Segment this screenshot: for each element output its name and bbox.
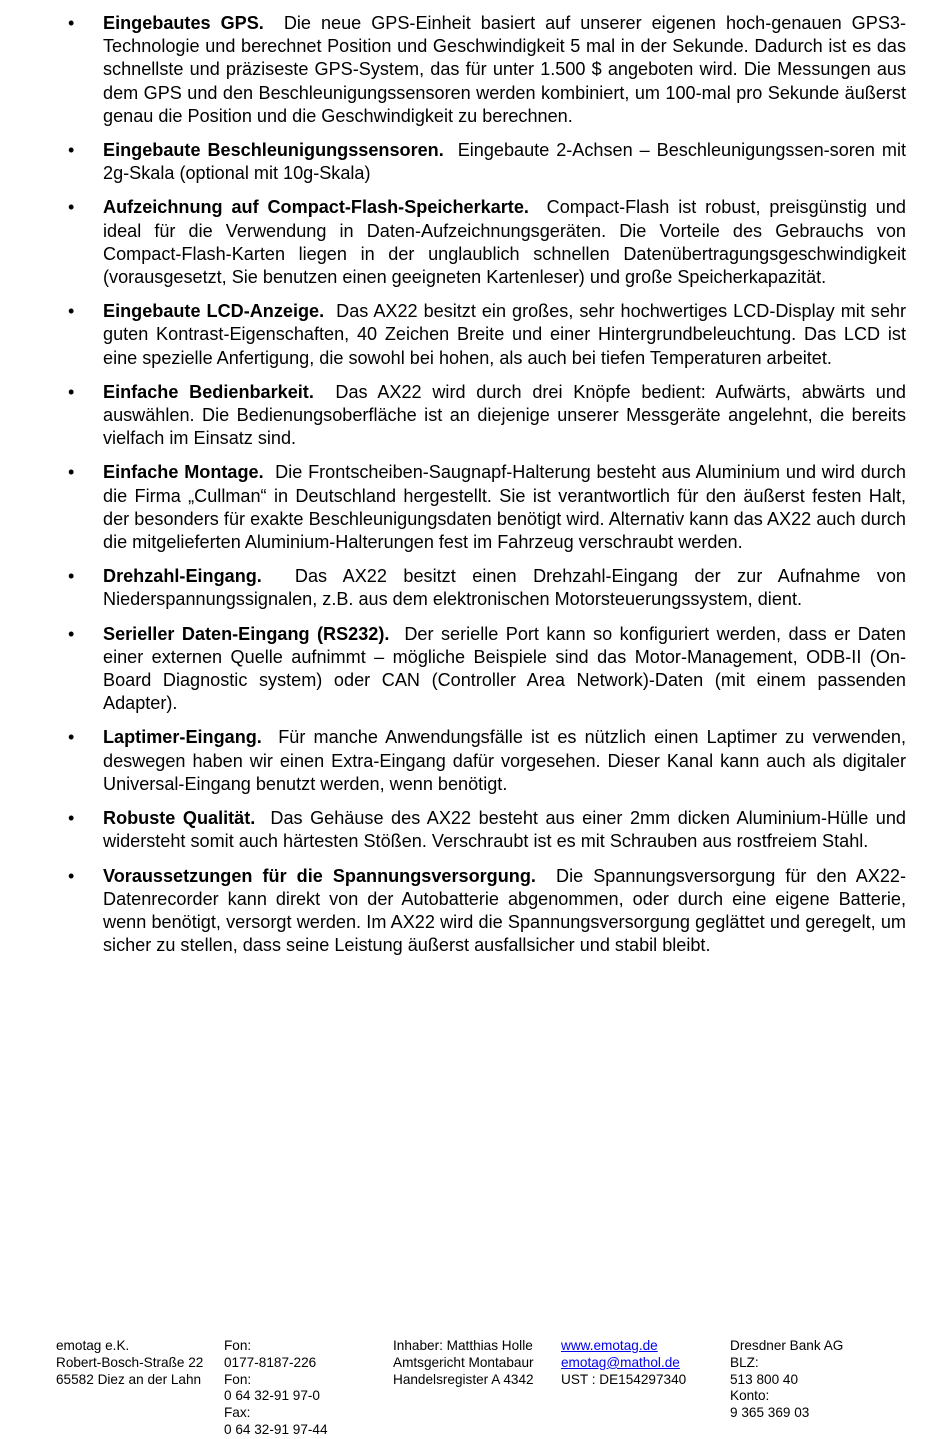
court: Amtsgericht Montabaur <box>393 1354 534 1370</box>
feature-body: Compact-Flash ist robust, preisgünstig und ideal für die Verwendung in Daten-Aufzeichnungsgeräten. Die Vorteile des Gebrauchs von Compact-Flash-Karten liegen in der unglaublich schnellen Datenübertragungsgeschwindigkeit (vorausgesetzt, Sie benutzen einen geeigneten Kartenleser) und große Speicherkapazität. <box>103 197 906 288</box>
bank-account: Konto: 9 365 369 03 <box>730 1388 810 1421</box>
owner: Inhaber: Matthias Holle <box>393 1338 533 1353</box>
feature-title: Einfache Montage. <box>103 462 264 483</box>
footer-legal <box>393 1338 561 1439</box>
feature-item-mounting <box>68 461 906 554</box>
feature-item-gps <box>68 12 906 128</box>
feature-title: Laptimer-Eingang. <box>103 727 262 748</box>
feature-body: Für manche Anwendungsfälle ist es nützlich einen Laptimer zu verwenden, deswegen haben wir einen Extra-Eingang dafür vorgesehen. Dieser Kanal kann auch als digitaler Universal-Eingang benutzt werden, wenn benötigt. <box>103 727 906 794</box>
bullet-icon: • <box>68 462 75 483</box>
footer-phone <box>224 1338 393 1439</box>
register: Handelsregister A 4342 <box>393 1371 534 1387</box>
feature-title: Serieller Daten-Eingang (RS232). <box>103 623 390 644</box>
feature-title: Eingebaute LCD-Anzeige. <box>103 301 325 322</box>
feature-item-compact-flash <box>68 196 906 289</box>
feature-body: Das Gehäuse des AX22 besteht aus einer 2mm dicken Aluminium-Hülle und widersteht somit auch härtesten Stößen. Verschraubt ist es mit Schrauben aus rostfreiem Stahl. <box>103 808 906 852</box>
website-link[interactable]: www.emotag.de <box>561 1338 658 1353</box>
fax-line: Fax: 0 64 32-91 97-44 <box>224 1405 328 1437</box>
feature-title: Robuste Qualität. <box>103 808 256 829</box>
feature-list <box>68 12 906 968</box>
feature-title: Eingebaute Beschleunigungssensoren. <box>103 140 444 161</box>
bullet-icon: • <box>68 301 75 322</box>
bullet-icon: • <box>68 727 75 748</box>
footer-company <box>56 1338 224 1439</box>
feature-title: Einfache Bedienbarkeit. <box>103 381 314 402</box>
bullet-icon: • <box>68 808 75 829</box>
feature-body: Der serielle Port kann so konfiguriert werden, dass er Daten einer externen Quelle aufnimmt – mögliche Beispiele sind das Motor-Management, ODB-II (On-Board Diagnostic system) oder CAN (Controller Area Network)-Daten (mit einem passenden Adapter). <box>103 623 907 714</box>
bullet-icon: • <box>68 197 75 218</box>
feature-title: Drehzahl-Eingang. <box>103 566 262 587</box>
email-link[interactable]: emotag@mathol.de <box>561 1354 680 1370</box>
feature-body: Die Spannungsversorgung für den AX22-Datenrecorder kann direkt von der Autobatterie abgenommen, oder durch eine eigene Batterie, wenn benötigt, versorgt werden. Im AX22 wird die Spannungsversorgung geglättet und geregelt, um sicher zu stellen, dass seine Leistung äußerst ausfallsicher und stabil bleibt. <box>103 865 906 956</box>
bullet-icon: • <box>68 140 75 161</box>
feature-body: Eingebaute 2-Achsen – Beschleunigungssen-soren mit 2g-Skala (optional mit 10g-Skala) <box>103 140 907 184</box>
phone-line: Fon: 0177-8187-226 <box>224 1338 317 1370</box>
bullet-icon: • <box>68 381 75 402</box>
phone-line: Fon: 0 64 32-91 97-0 <box>224 1371 320 1404</box>
feature-body: Das AX22 besitzt einen Drehzahl-Eingang der zur Aufnahme von Niederspannungssignalen, z.B. aus dem elektronischen Motorsteuerungssystem, dient. <box>103 566 906 610</box>
page-footer <box>56 1338 916 1439</box>
company-street: Robert-Bosch-Straße 22 <box>56 1354 204 1370</box>
vat-id: UST : DE154297340 <box>561 1371 687 1387</box>
feature-title: Voraussetzungen für die Spannungsversorgung. <box>103 865 536 886</box>
feature-item-usability <box>68 381 906 451</box>
feature-body: Die neue GPS-Einheit basiert auf unserer eigenen hoch-genauen GPS3-Technologie und berechnet Position und Geschwindigkeit 5 mal in der Sekunde. Dadurch ist es das schnellste und präziseste GPS-System, das für unter 1.500 $ angeboten wird. Die Messungen aus dem GPS und den Beschleunigungssensoren werden kombiniert, um 100-mal pro Sekunde äußerst genau die Position und die Geschwindigkeit zu berechnen. <box>103 13 906 126</box>
company-city: 65582 Diez an der Lahn <box>56 1371 202 1387</box>
feature-item-accelerometers <box>68 139 906 185</box>
footer-web <box>561 1338 730 1439</box>
bank-blz: BLZ: 513 800 40 <box>730 1354 799 1387</box>
feature-item-power-supply <box>68 865 906 958</box>
feature-body: Die Frontscheiben-Saugnapf-Halterung besteht aus Aluminium und wird durch die Firma „Cullman“ in Deutschland hergestellt. Sie ist verantwortlich für den äußerst festen Halt, der besonders für exakte Beschleunigungsdaten benötigt wird. Alternativ kann das AX22 auch durch die mitgelieferten Aluminium-Halterungen fest im Fahrzeug verschraubt werden. <box>103 462 906 553</box>
feature-body: Das AX22 besitzt ein großes, sehr hochwertiges LCD-Display mit sehr guten Kontrast-Eigenschaften, 40 Zeichen Breite und einer Hintergrundbeleuchtung. Das LCD ist eine spezielle Anfertigung, die sowohl bei hohen, als auch bei tiefen Temperaturen arbeitet. <box>103 301 907 368</box>
feature-item-lcd <box>68 300 906 370</box>
feature-item-rpm-input <box>68 565 906 611</box>
bullet-icon: • <box>68 13 75 33</box>
feature-item-serial-input <box>68 623 906 716</box>
company-name: emotag e.K. <box>56 1338 130 1353</box>
feature-item-robust-quality <box>68 807 906 853</box>
bullet-icon: • <box>68 566 75 587</box>
bank-name: Dresdner Bank AG <box>730 1338 844 1353</box>
footer-bank <box>730 1338 890 1439</box>
feature-title: Aufzeichnung auf Compact-Flash-Speicherkarte. <box>103 197 529 218</box>
bullet-icon: • <box>68 865 75 886</box>
feature-body: Das AX22 wird durch drei Knöpfe bedient: Aufwärts, abwärts und auswählen. Die Bedienungsoberfläche ist an diejenige unserer Messgeräte angelehnt, die bereits vielfach im Einsatz sind. <box>103 381 906 449</box>
feature-title: Eingebautes GPS. <box>103 13 264 33</box>
bullet-icon: • <box>68 623 75 644</box>
feature-item-laptimer-input <box>68 726 906 796</box>
